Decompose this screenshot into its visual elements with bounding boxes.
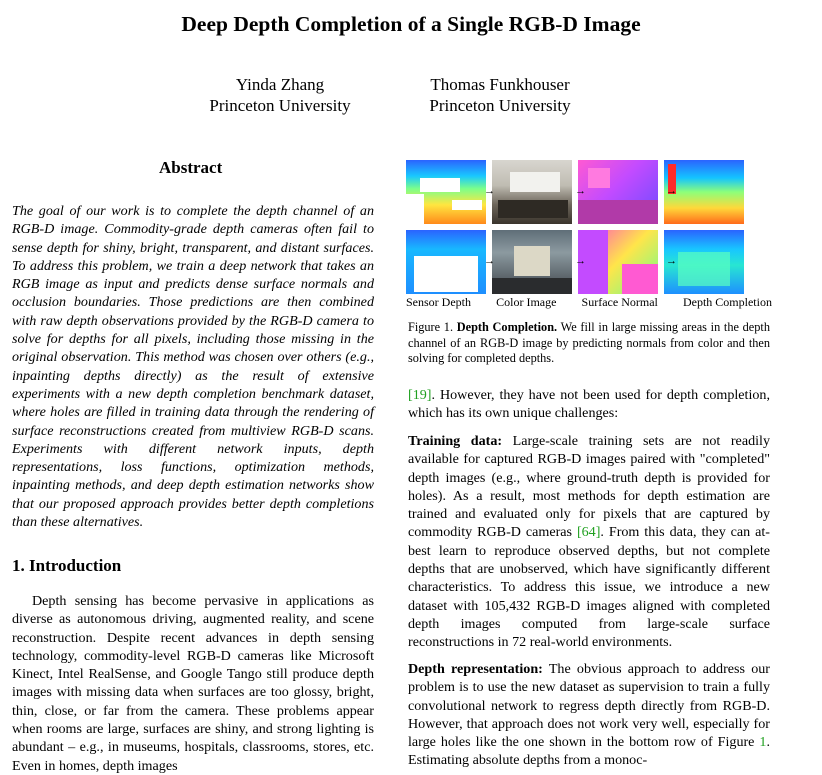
author-1-affiliation: Princeton University [209, 96, 351, 115]
paragraph-text: . Estimating absolute depths from a monoc- [408, 734, 770, 769]
sensor-depth-image-top [406, 160, 486, 224]
paragraph-depth-representation [408, 660, 770, 770]
citation-link[interactable]: [64] [576, 524, 601, 541]
paragraph-challenges-intro [408, 386, 770, 423]
introduction-text: Depth sensing has become pervasive in applications as diverse as autonomous driving, augmented reality, and scene reconstruction. Despite recent advances in depth sensing technology, commodity-level RGB-D cameras like Microsoft Kinect, Intel RealSense, and Google Tango still produce depth images with missing data when surfaces are too glossy, bright, thin, close, or far from the camera. These problems appear when rooms are large, surfaces are shiny, and strong lighting is abundant – e.g., in museums, hospitals, classrooms, stores, etc. Even in homes, depth images [12, 593, 374, 774]
citation-link[interactable]: [19] [408, 387, 432, 403]
paragraph-training-data [408, 432, 770, 652]
paragraph-heading: Training data: [408, 433, 503, 449]
arrow-icon: → [575, 255, 586, 267]
figure-label: Sensor Depth [406, 295, 471, 309]
introduction-heading: 1. Introduction [12, 556, 122, 575]
citation-link[interactable]: 1 [759, 734, 767, 751]
arrow-icon: → [666, 185, 677, 197]
figure-row-top [406, 160, 772, 224]
author-1 [200, 74, 360, 116]
figure-labels [406, 295, 772, 310]
color-image-top [492, 160, 572, 224]
paragraph-text: The obvious approach to address our problem is to use the new dataset as supervision to train a fully convolutional network to regress depth directly from RGB-D. However, that approach does not work very well, especially for large holes like the one shown in the bottom row of Figure [408, 661, 770, 751]
arrow-icon: → [484, 185, 495, 197]
figure-caption-text: We fill in large missing areas in the depth channel of an RGB-D image by predicting normals from color and then solving for completed depths. [408, 320, 770, 366]
figure-caption-prefix: Figure 1. [408, 320, 454, 334]
author-2 [414, 74, 586, 116]
figure-label: Depth Completion [682, 295, 772, 309]
surface-normal-image-top [578, 160, 658, 224]
abstract-heading: Abstract [159, 158, 223, 177]
surface-normal-image-bottom [578, 230, 658, 294]
arrow-icon: → [575, 185, 586, 197]
figure-label: Color Image [496, 295, 557, 309]
author-2-name: Thomas Funkhouser [430, 75, 570, 94]
paragraph-text: Large-scale training sets are not readily available for captured RGB-D images paired with "completed" depth images (e.g., where ground-truth depth is provided for holes). As a result, most methods for depth estimation are trained and evaluated only for pixels that are captured by commodity RGB-D cameras [408, 433, 770, 541]
figure-row-bottom [406, 230, 772, 294]
paragraph-text: . From this data, they can at-best learn to reproduce observed depths, but not complete depths that are unobserved, which have significantly different characteristics. To address this issue, we introduce a new dataset with 105,432 RGB-D images aligned with completed depth images computed from large-scale surface reconstructions in 72 real-world environments. [408, 524, 770, 651]
arrow-icon: → [666, 255, 677, 267]
paragraph-heading: Depth representation: [408, 661, 543, 677]
sensor-depth-image-bottom [406, 230, 486, 294]
author-2-affiliation: Princeton University [429, 96, 571, 115]
arrow-icon: → [484, 255, 495, 267]
author-1-name: Yinda Zhang [235, 75, 325, 94]
figure-caption-title: Depth Completion. [456, 320, 558, 334]
figure-label: Surface Normal [581, 295, 658, 309]
paragraph-text: . However, they have not been used for depth completion, which has its own unique challenges: [408, 387, 770, 422]
color-image-bottom [492, 230, 572, 294]
figure-caption [408, 320, 770, 367]
paper-title: Deep Depth Completion of a Single RGB-D Image [181, 12, 641, 36]
abstract-text: The goal of our work is to complete the depth channel of an RGB-D image. Commodity-grade depth cameras often fail to sense depth for shiny, bright, transparent, and distant surfaces. To address this problem, we train a deep network that takes an RGB image as input and predicts dense surface normals and occlusion boundaries. Those predictions are then combined with raw depth observations provided by the RGB-D camera to solve for depths for all pixels, including those missing in the original observation. This method was chosen over others (e.g., inpainting depths directly) as the result of extensive experiments with a new depth completion benchmark dataset, where holes are filled in training data through the rendering of surface reconstructions created from multiview RGB-D scans. Experiments with different network inputs, depth representations, loss functions, optimization methods, inpainting methods, and deep depth estimation networks show that our proposed approach provides better depth completions than these alternatives. [12, 203, 374, 531]
